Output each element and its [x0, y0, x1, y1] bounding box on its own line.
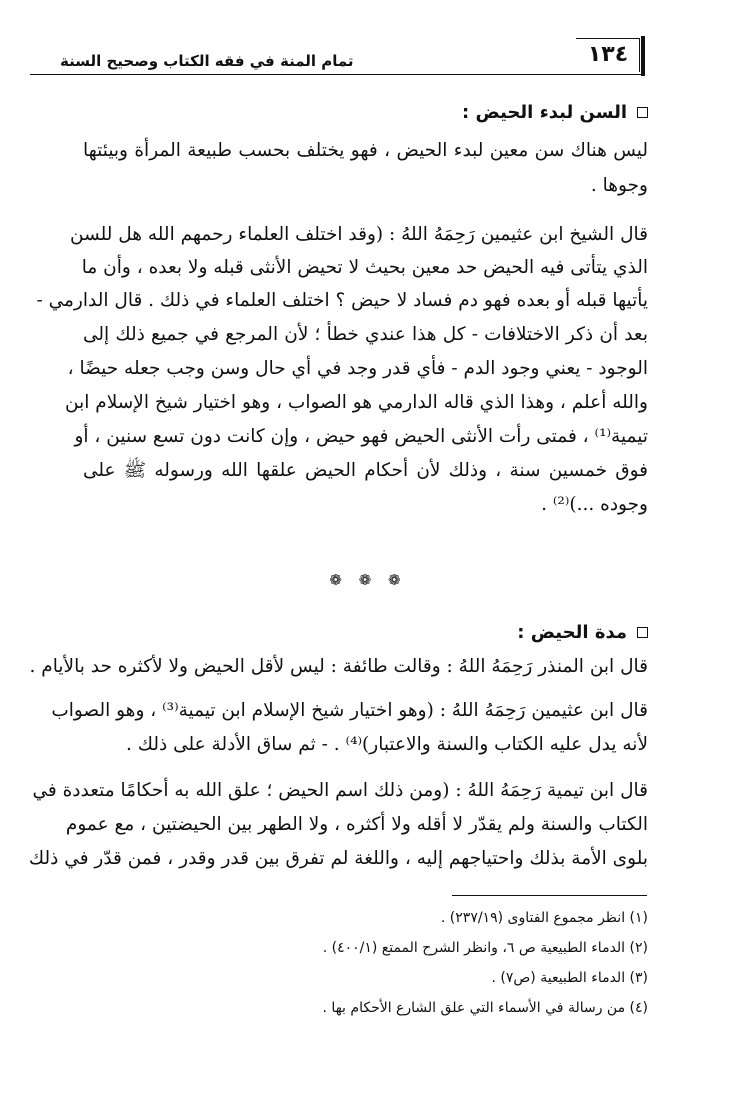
footnote: (٢) الدماء الطبيعية ص ٦، وانظر الشرح الممتع (٤٠٠/١) .	[322, 940, 648, 956]
paragraph-line: وجوده ...)⁽²⁾ .	[541, 494, 648, 515]
paragraph-line: قال ابن تيمية رَحِمَهُ اللهُ : (ومن ذلك اسم الحيض ؛ علق الله به أحكامًا متعددة في	[32, 780, 648, 801]
paragraph-line: بعد أن ذكر الاختلافات - كل هذا عندي خطأ ؛ لأن المرجع في جميع ذلك إلى	[83, 324, 648, 345]
paragraph-line: لأنه يدل عليه الكتاب والسنة والاعتبار)⁽⁴⁾ . - ثم ساق الأدلة على ذلك .	[125, 734, 648, 755]
footnote: (١) انظر مجموع الفتاوى (٢٣٧/١٩) .	[440, 910, 648, 926]
paragraph-line: قال ابن المنذر رَحِمَهُ اللهُ : وقالت طائفة : ليس لأقل الحيض ولا لأكثره حد بالأيام .	[29, 656, 648, 677]
paragraph-line: تيمية⁽¹⁾ ، فمتى رأت الأنثى الحيض فهو حيض ، وإن كانت دون تسع سنين ، أو	[74, 426, 648, 447]
square-bullet-icon	[637, 627, 648, 638]
footnote: (٤) من رسالة في الأسماء التي علق الشارع الأحكام بها .	[322, 1000, 648, 1016]
header-rule	[30, 74, 645, 75]
square-bullet-icon	[637, 107, 648, 118]
paragraph-line: قال الشيخ ابن عثيمين رَحِمَهُ اللهُ : (وقد اختلف العلماء رحمهم الله هل للسن	[70, 224, 648, 245]
paragraph-line: فوق خمسين سنة ، وذلك لأن أحكام الحيض علقها الله ورسوله ﷺ على	[83, 460, 648, 481]
section-heading-text: مدة الحيض :	[517, 622, 627, 643]
running-title: تمام المنة في فقه الكتاب وصحيح السنة	[60, 52, 354, 70]
paragraph-line: بلوى الأمة بذلك واحتياجهم إليه ، واللغة لم تفرق بين قدر وقدر ، فمن قدّر في ذلك	[28, 848, 648, 869]
header-bar	[641, 36, 645, 76]
section-heading-age	[462, 102, 648, 123]
paragraph-line: الذي يتأتى فيه الحيض حد معين بحيث لا تحيض الأنثى قبله ولا بعده ، وأن ما	[81, 257, 648, 278]
paragraph-line: يأتيها قبله أو بعده فهو دم فساد لا حيض ؟ اختلف العلماء في ذلك . قال الدارمي -	[36, 290, 648, 311]
section-heading-text: السن لبدء الحيض :	[462, 102, 627, 123]
footnote: (٣) الدماء الطبيعية (ص٧) .	[491, 970, 648, 986]
page-number: ١٣٤	[587, 42, 629, 67]
paragraph-line: ليس هناك سن معين لبدء الحيض ، فهو يختلف بحسب طبيعة المرأة وبيئتها	[83, 140, 648, 161]
section-separator: ❁ ❁ ❁	[329, 571, 407, 589]
paragraph-line: وجوها .	[590, 175, 648, 196]
paragraph-line: الوجود - يعني وجود الدم - فأي قدر وجد في أي حال وسن وجب جعله حيضًا ،	[67, 358, 648, 379]
footnote-rule	[452, 895, 647, 896]
section-heading-duration	[517, 622, 648, 643]
paragraph-line: الكتاب والسنة ولم يقدّر لا أقله ولا أكثره ، ولا الطهر بين الحيضتين ، مع عموم	[65, 814, 648, 835]
paragraph-line: قال ابن عثيمين رَحِمَهُ اللهُ : (وهو اختيار شيخ الإسلام ابن تيمية⁽³⁾ ، وهو الصواب	[51, 700, 648, 721]
paragraph-line: والله أعلم ، وهذا الذي قاله الدارمي هو الصواب ، وهو اختيار شيخ الإسلام ابن	[65, 392, 648, 413]
